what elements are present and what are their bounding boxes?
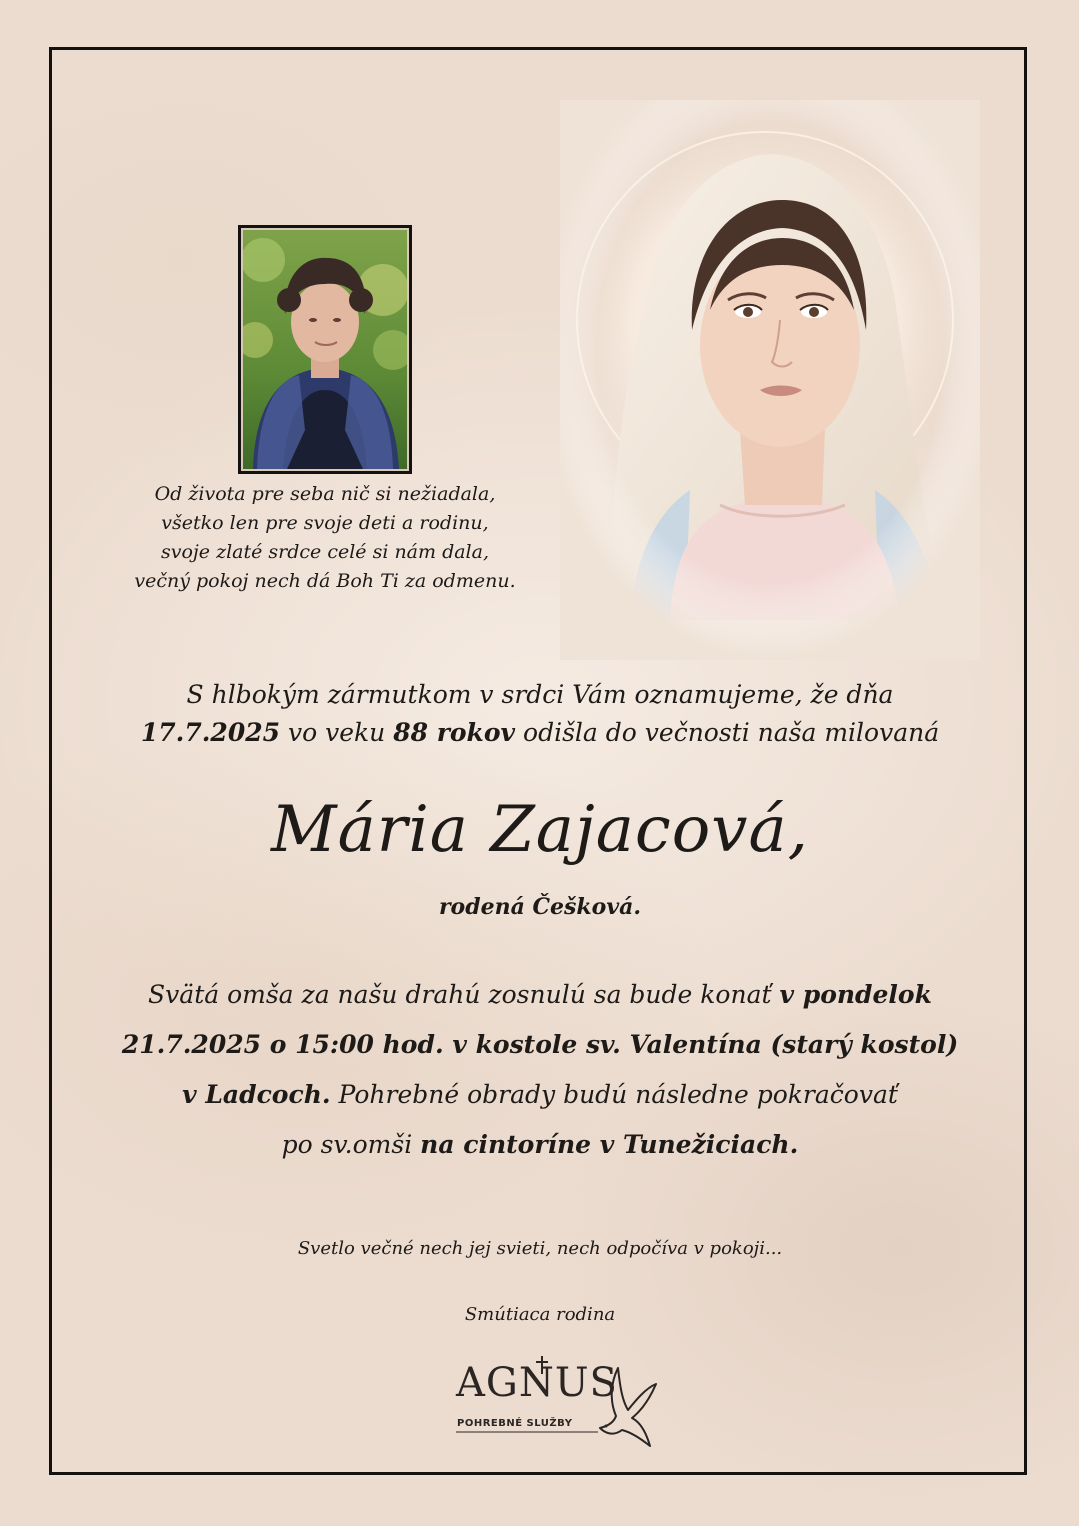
mass-line-4 [60,1120,1020,1170]
memorial-poem [110,480,540,596]
announcement-line-1: S hlbokým zármutkom v srdci Vám oznamujeme, že dňa [186,680,894,709]
agnus-logo [450,1352,670,1452]
death-announcement [60,676,1020,752]
deceased-portrait-photo [238,225,412,474]
mass-date-location: 21.7.2025 o 15:00 hod. v kostole sv. Valentína (starý kostol) [121,1030,959,1059]
mass-text: po sv.omši [281,1130,421,1159]
mass-line-2 [60,1020,1020,1070]
cemetery: na cintoríne v Tunežiciach. [420,1130,799,1159]
poem-line: večný pokoj nech dá Boh Ti za odmenu. [134,570,516,592]
announcement-text: vo veku [280,718,394,747]
mass-text: Pohrebné obrady budú následne pokračovať [330,1080,898,1109]
mass-town: v Ladcoch. [182,1080,331,1109]
announcement-line-2 [60,714,1020,752]
closing-prayer: Svetlo večné nech jej svieti, nech odpočíva v pokoji... [297,1238,783,1259]
mass-day: v pondelok [779,980,932,1009]
mass-line-1 [60,970,1020,1020]
announcement-text: odišla do večnosti naša milovaná [515,718,940,747]
logo-subtitle: POHREBNÉ SLUŽBY [457,1418,573,1429]
age: 88 rokov [393,718,516,747]
poem-line: Od života pre seba nič si nežiadala, [154,483,496,505]
portrait-image [243,230,407,469]
logo-name: AGNUS [456,1360,618,1406]
maiden-name: rodená Češková. [438,894,642,920]
date-of-death: 17.7.2025 [140,718,281,747]
poem-line: všetko len pre svoje deti a rodinu, [161,512,489,534]
mass-line-3 [60,1070,1020,1120]
madonna-image [560,100,980,660]
poem-line: svoje zlaté srdce celé si nám dala, [160,541,490,563]
funeral-mass-info [60,970,1020,1170]
mass-text: Svätá omša za našu drahú zosnulú sa bude konať [148,980,780,1009]
deceased-name: Mária Zajacová, [271,793,809,867]
signature: Smútiaca rodina [464,1304,616,1325]
